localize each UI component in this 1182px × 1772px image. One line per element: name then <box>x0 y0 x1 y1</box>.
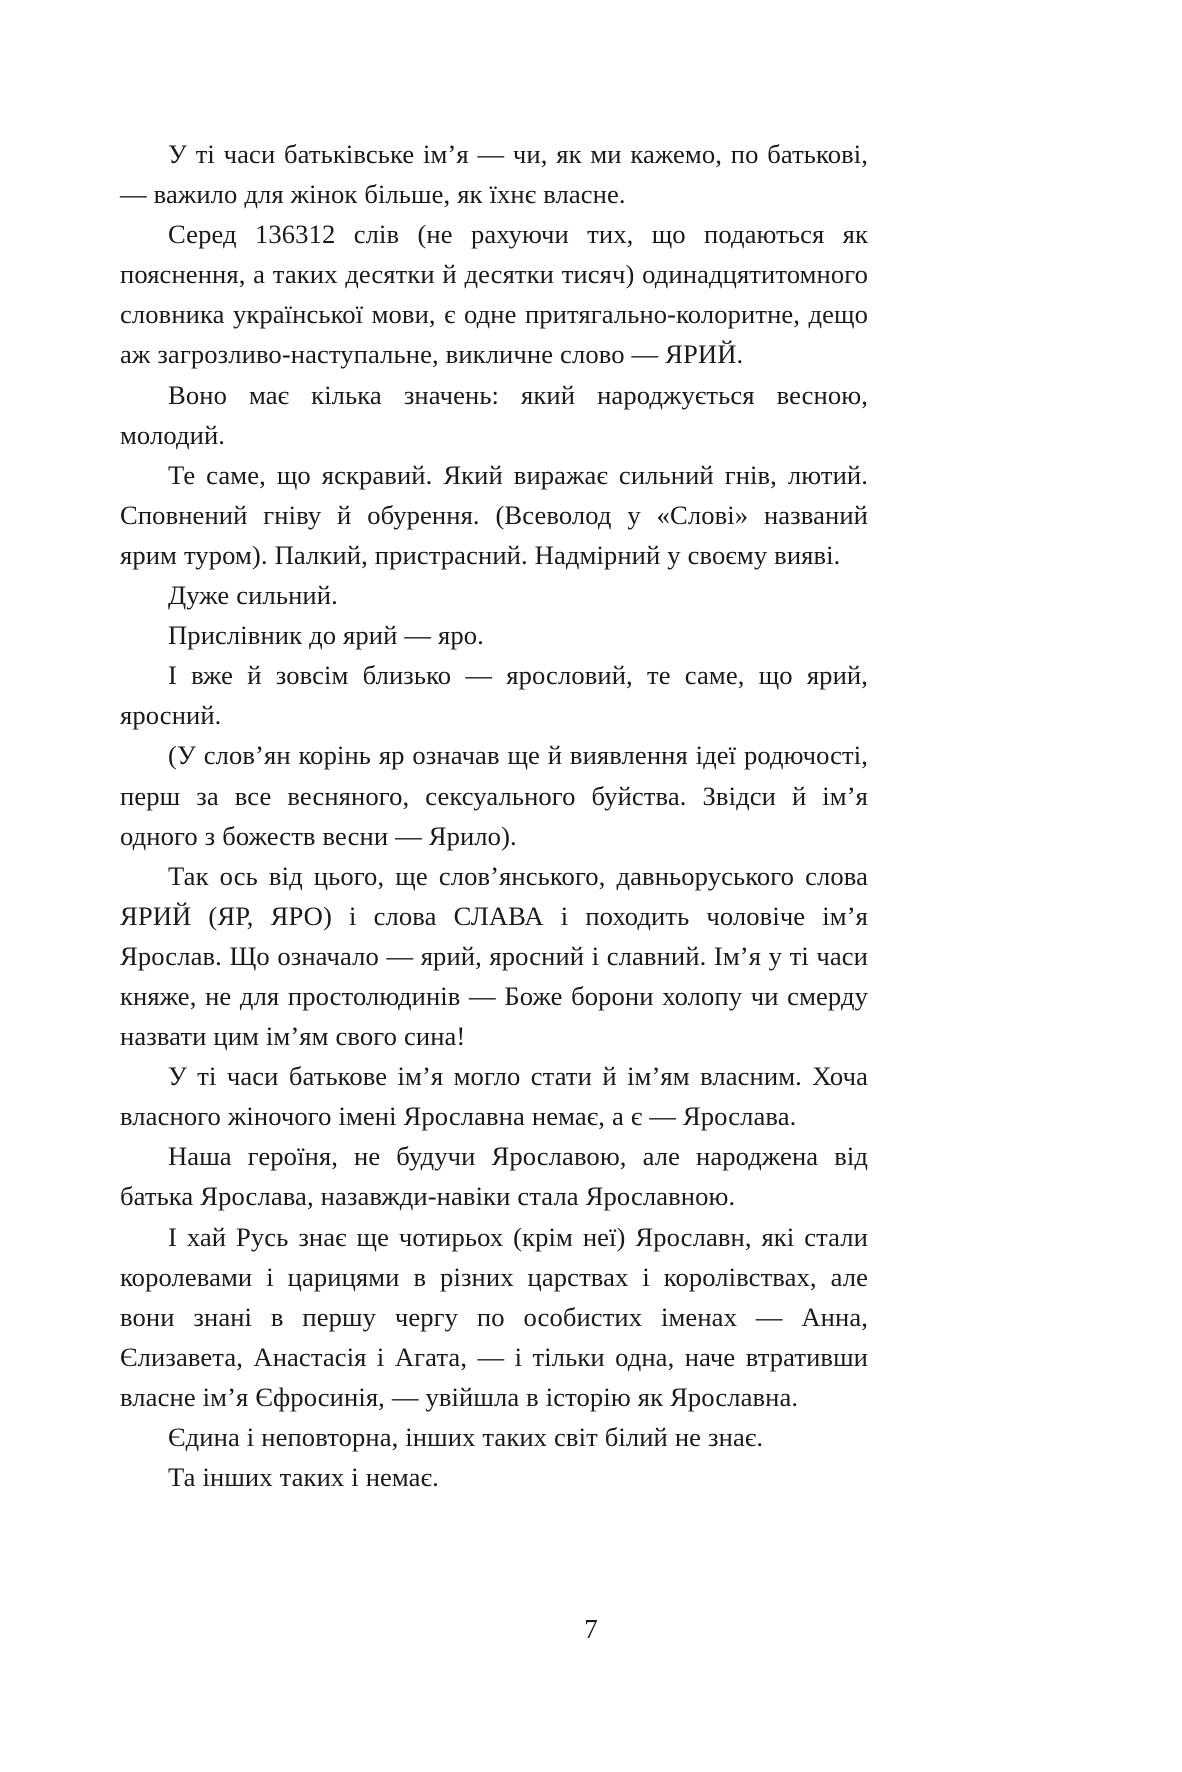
paragraph: Та інших таких і немає. <box>168 1462 439 1493</box>
page-text-block <box>120 134 868 1497</box>
paragraph: Те саме, що яскравий. Який виражає сильний гнів, лютий. Сповнений гніву й обурення. (Всеволод у «Слові» названий ярим туром). Палкий, пристрасний. Надмірний у своєму вияві. <box>120 459 868 570</box>
paragraph: І хай Русь знає ще чотирьох (крім неї) Ярославн, які стали королевами і царицями в різних царствах і королівствах, але вони знані в першу чергу по особистих іменах — Анна, Єлизавета, Анастасія і Агата, — і тільки одна, наче втративши власне ім’я Єфросинія, — увійшла в історію як Ярославна. <box>120 1221 868 1412</box>
paragraph: І вже й зовсім близько — ярословий, те саме, що ярий, яросний. <box>120 660 868 731</box>
paragraph: Дуже сильний. <box>168 580 338 611</box>
paragraph: Серед 136312 слів (не рахуючи тих, що подаються як пояснення, а таких десятки й десятки тисяч) одинадцятитомного словника української мови, є одне притягально-колоритне, дещо аж загрозливо-наступальне, викличне слово — ЯРИЙ. <box>120 219 868 370</box>
paragraph: Єдина і неповторна, інших таких світ білий не знає. <box>168 1422 764 1452</box>
paragraph: Воно має кілька значень: який народжується весною, молодий. <box>120 379 868 450</box>
page-number: 7 <box>584 1614 598 1644</box>
paragraph: У ті часи батькове ім’я могло стати й ім’ям власним. Хоча власного жіночого імені Ярославна немає, а є — Ярослава. <box>120 1061 868 1132</box>
paragraph: Так ось від цього, ще слов’янського, давньоруського слова ЯРИЙ (ЯР, ЯРО) і слова СЛАВА і походить чоловіче ім’я Ярослав. Що означало — ярий, яросний і славний. Ім’я у ті часи княже, не для простолюдинів — Боже борони холопу чи смерду назвати цим ім’ям свого сина! <box>120 860 868 1052</box>
paragraph: Прислівник до ярий — яро. <box>168 620 484 651</box>
paragraph: Наша героїня, не будучи Ярославою, але народжена від батька Ярослава, назавжди-навіки стала Ярославною. <box>120 1141 868 1212</box>
paragraph: У ті часи батьківське ім’я — чи, як ми кажемо, по батькові, — важило для жінок більше, як їхнє власне. <box>120 139 868 210</box>
paragraph: (У слов’ян корінь яр означав ще й виявлення ідеї родючості, перш за все весняного, сексуального буйства. Звідси й ім’я одного з божеств весни — Ярило). <box>120 740 868 851</box>
